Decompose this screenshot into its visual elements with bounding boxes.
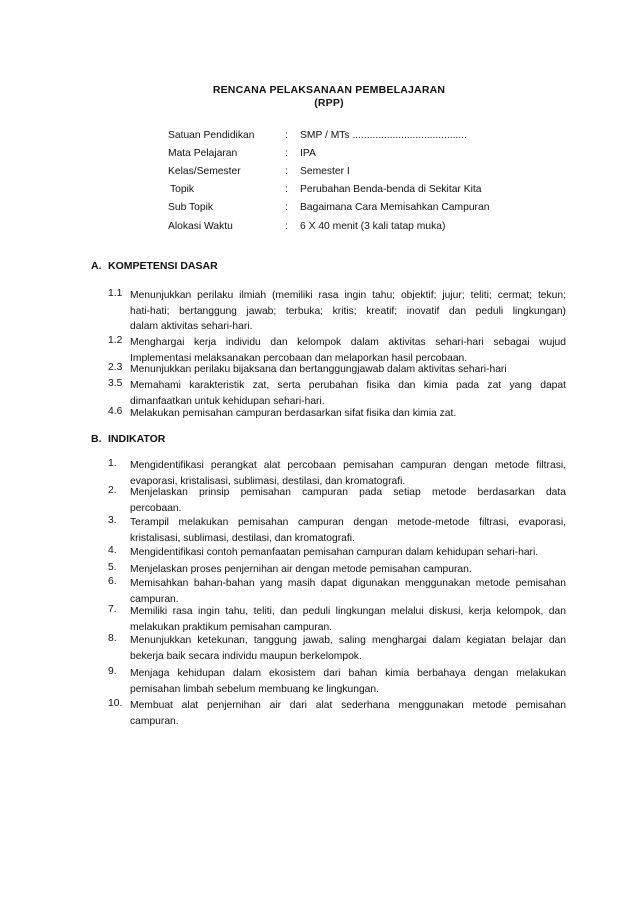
item-line: pemisahan limbah sebelum membuang ke lingkungan. [130,683,379,695]
item-line: campuran. [130,715,179,727]
item-line: Memiliki rasa ingin tahu, teliti, dan peduli lingkungan melalui diskusi, kerja kelompok, dan [130,606,566,617]
item-line: evaporasi, kristalisasi, sublimasi, destilasi, dan kromatografi. [130,475,406,487]
info-value: IPA [300,148,316,159]
item-line: Terampil melakukan pemisahan campuran dengan metode-metode filtrasi, evaporasi, [130,517,566,528]
item-line: Menunjukkan perilaku ilmiah (memiliki rasa ingin tahu; objektif; jujur; teliti; cermat; tekun; [130,290,566,301]
info-row-kelas-semester [0,166,638,182]
info-row-alokasi-waktu [0,221,638,237]
item-line: Menunjukkan perilaku bijaksana dan bertanggungjawab dalam aktivitas sehari-hari [130,364,507,375]
item-number: 6. [108,576,117,587]
item-line: Menghargai kerja individu dan kelompok dalam aktivitas sehari-hari sebagai wujud [130,337,566,348]
info-value: 6 X 40 menit (3 kali tatap muka) [300,221,446,232]
item-number: 1. [108,458,117,469]
info-row-topik [0,184,638,200]
info-colon: : [285,184,288,195]
item-number: 4. [108,545,117,556]
info-row-mata-pelajaran [0,148,638,164]
info-value: Bagaimana Cara Memisahkan Campuran [300,202,490,213]
info-colon: : [285,130,288,141]
item-line: Melakukan pemisahan campuran berdasarkan sifat fisika dan kimia zat. [130,408,457,419]
info-colon: : [285,221,288,232]
item-line: Mengidentifikasi perangkat alat percobaan pemisahan campuran dengan metode filtrasi, [130,460,566,471]
item-text [130,515,566,546]
item-number: 5. [108,562,117,573]
info-colon: : [285,148,288,159]
item-line: Memisahkan bahan-bahan yang masih dapat digunakan menggunakan metode pemisahan [130,578,566,589]
item-number: 2. [108,485,117,496]
item-number: 1.1 [108,288,123,299]
item-number: 4.6 [108,406,123,417]
info-value: Semester I [300,166,350,177]
info-value: SMP / MTs ........................................ [300,130,467,141]
item-line: melakukan praktikum pemisahan campuran. [130,621,333,633]
item-line: Menjelaskan prinsip pemisahan campuran pada setiap metode berdasarkan data [130,487,566,498]
item-text [130,485,566,516]
info-row-sub-topik [0,202,638,218]
document-title: RENCANA PELAKSANAAN PEMBELAJARAN [212,84,446,96]
item-line: Membuat alat penjernihan air dari alat sederhana menggunakan metode pemisahan [130,700,566,711]
item-text [130,378,566,409]
info-value: Perubahan Benda-benda di Sekitar Kita [300,184,482,195]
item-number: 7. [108,604,117,615]
info-colon: : [285,202,288,213]
item-line: dimanfaatkan untuk kehidupan sehari-hari. [130,395,325,407]
item-line: Memahami karakteristik zat, serta perubahan fisika dan kimia pada zat yang dapat [130,380,566,391]
item-number: 3.5 [108,378,123,389]
info-label: Mata Pelajaran [168,148,238,159]
item-line: hati-hati; bertanggung jawab; terbuka; kritis; kreatif; inovatif dan peduli lingkungan) [130,305,566,317]
item-line: Implementasi melaksanakan percobaan dan melaporkan hasil percobaan. [130,352,468,364]
item-number: 1.2 [108,335,123,346]
item-line: bekerja baik secara individu maupun berkelompok. [130,650,362,662]
item-line: Mengidentifikasi contoh pemanfaatan pemisahan campuran dalam kehidupan sehari-hari. [130,547,539,558]
section-title: INDIKATOR [108,433,166,445]
info-label: Topik [170,184,195,195]
section-letter: A. [91,260,102,272]
item-line: dalam aktivitas sehari-hari. [130,321,253,332]
info-row-satuan-pendidikan [0,130,638,146]
item-number: 9. [108,666,117,677]
item-line: Menjaga kehidupan dalam ekosistem dari bahan kimia berbahaya dengan melakukan [130,668,566,679]
info-label: Satuan Pendidikan [168,130,255,141]
item-text [130,633,566,664]
section-letter: B. [91,433,102,445]
section-title: KOMPETENSI DASAR [108,260,218,272]
item-text [130,666,566,697]
item-line: campuran. [130,593,179,605]
info-label: Kelas/Semester [168,166,241,177]
item-number: 8. [108,633,117,644]
item-text [130,576,566,607]
document-subtitle: (RPP) [314,97,344,109]
item-text [130,604,566,635]
item-text [130,362,566,378]
info-colon: : [285,166,288,177]
item-line: Menunjukkan ketekunan, tanggung jawab, saling menghargai dalam kegiatan belajar dan [130,635,566,646]
item-line: kristalisasi, sublimasi, destilasi, dan kromatografi. [130,532,355,544]
item-text [130,545,566,561]
item-text [130,406,566,422]
item-text [130,698,566,729]
info-label: Alokasi Waktu [168,221,233,232]
item-number: 2.3 [108,362,123,373]
item-text [130,288,566,335]
item-line: percobaan. [130,502,182,514]
item-line: Menjelaskan proses penjernihan air dengan metode pemisahan campuran. [130,564,472,575]
info-label: Sub Topik [168,202,214,213]
item-number: 10. [108,698,123,709]
item-number: 3. [108,515,117,526]
